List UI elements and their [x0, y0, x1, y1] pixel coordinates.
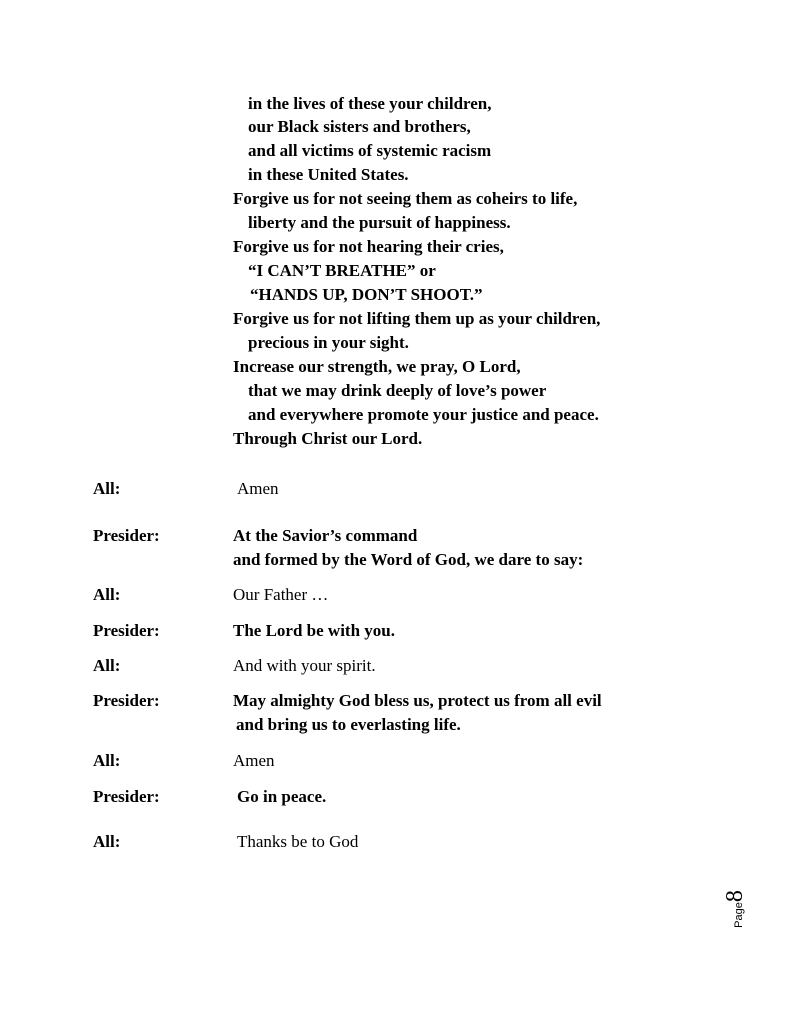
presider-text: May almighty God bless us, protect us from all evil [233, 691, 602, 710]
page-label: Page [733, 902, 745, 928]
speaker-label: All: [93, 832, 121, 851]
page-digit: 8 [722, 890, 748, 903]
page-number [722, 884, 772, 934]
presider-text: The Lord be with you. [233, 621, 395, 640]
response-text: Amen [237, 479, 279, 498]
speaker-label: Presider: [93, 526, 160, 545]
prayer-line: Forgive us for not hearing their cries, [233, 237, 504, 256]
presider-text: At the Savior’s command [233, 526, 418, 545]
prayer-line: “I CAN’T BREATHE” or [248, 261, 436, 280]
speaker-label: All: [93, 751, 121, 770]
response-text: Our Father … [233, 585, 329, 604]
prayer-line: in the lives of these your children, [248, 94, 492, 113]
response-text: Thanks be to God [237, 832, 359, 851]
speaker-label: All: [93, 656, 121, 675]
speaker-label: Presider: [93, 691, 160, 710]
prayer-line: liberty and the pursuit of happiness. [248, 213, 511, 232]
prayer-line: in these United States. [248, 165, 409, 184]
presider-text: and bring us to everlasting life. [236, 715, 461, 734]
prayer-line: Through Christ our Lord. [233, 429, 423, 448]
speaker-label: All: [93, 585, 121, 604]
response-text: And with your spirit. [233, 656, 376, 675]
prayer-line: precious in your sight. [248, 333, 409, 352]
speaker-label: Presider: [93, 621, 160, 640]
speaker-label: All: [93, 479, 121, 498]
prayer-line: “HANDS UP, DON’T SHOOT.” [250, 285, 483, 304]
prayer-line: our Black sisters and brothers, [248, 117, 471, 136]
prayer-line: Forgive us for not seeing them as coheirs to life, [233, 189, 578, 208]
prayer-line: and all victims of systemic racism [248, 141, 492, 160]
prayer-line: Increase our strength, we pray, O Lord, [233, 357, 521, 376]
response-text: Amen [233, 751, 275, 770]
speaker-label: Presider: [93, 787, 160, 806]
presider-text: and formed by the Word of God, we dare to say: [233, 550, 584, 569]
prayer-line: that we may drink deeply of love’s power [248, 381, 547, 400]
prayer-line: Forgive us for not lifting them up as your children, [233, 309, 601, 328]
prayer-line: and everywhere promote your justice and peace. [248, 405, 599, 424]
presider-text: Go in peace. [237, 787, 327, 806]
